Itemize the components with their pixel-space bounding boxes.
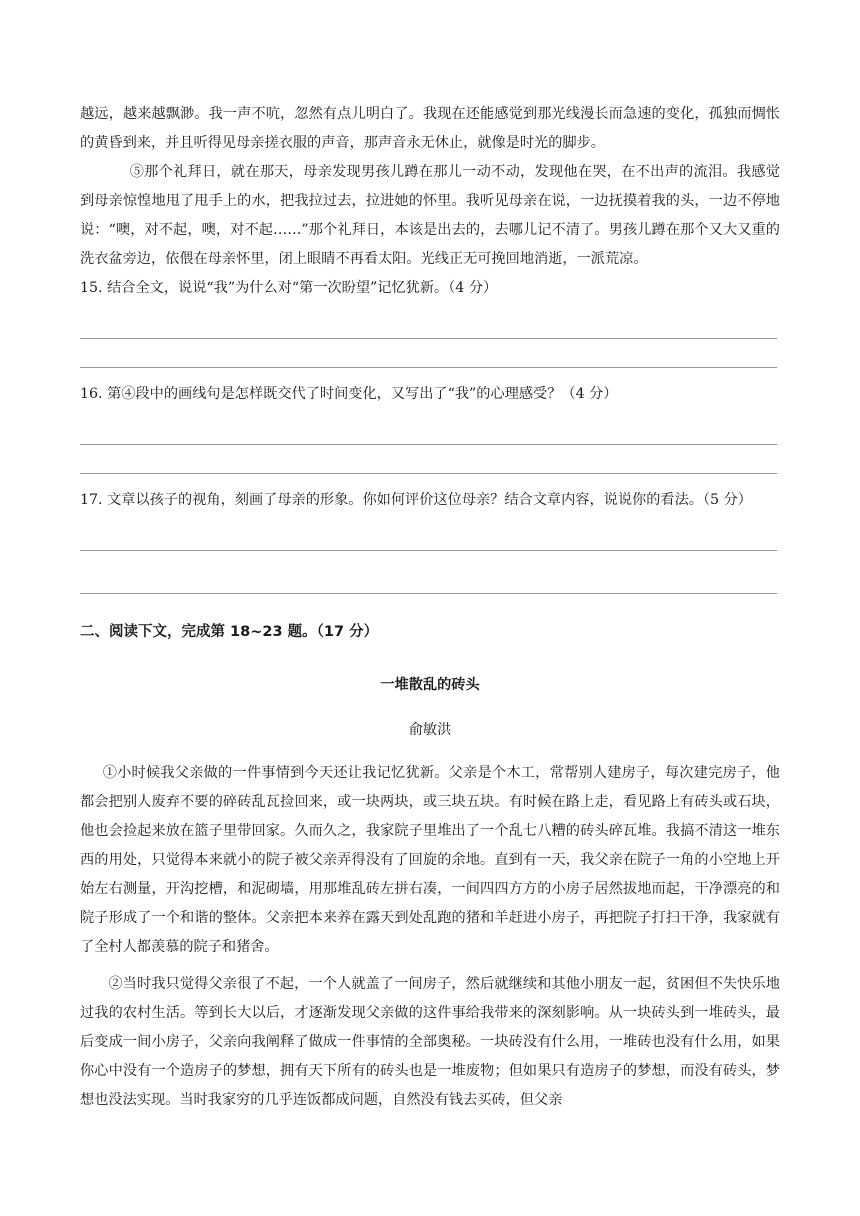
- article-paragraph-2: ②当时我只觉得父亲很了不起，一个人就盖了一间房子，然后就继续和其他小朋友一起，贫困但不失快乐地过我的农村生活。等到长大以后，才逐渐发现父亲做的这件事给我带来的深刻影响。从一块砖头到一堆砖头，最后变成一间小房子，父亲向我阐释了做成一件事情的全部奥秘。一块砖没有什么用，一堆砖也没有什么用，如果你心中没有一个造房子的梦想，拥有天下所有的砖头也是一堆废物；但如果只有造房子的梦想，而没有砖头，梦想也没法实现。当时我家穷的几乎连饭都成问题，自然没有钱去买砖，但父亲: [80, 976, 780, 1108]
- document-page: [80, 100, 780, 1115]
- passage-paragraph-4-end: 越远，越来越飘渺。我一声不吭，忽然有点儿明白了。我现在还能感觉到那光线漫长而急速的变化，孤独而惆怅的黄昏到来，并且听得见母亲搓衣服的声音，那声音永无休止，就像是时光的脚步。: [80, 106, 780, 151]
- article-author: 俞敏洪: [408, 722, 452, 738]
- question-16: 16. 第④段中的画线句是怎样既交代了时间变化，又写出了“我”的心理感受？（4 分）: [80, 386, 618, 402]
- passage-paragraph-5: ⑤那个礼拜日，就在那天，母亲发现男孩儿蹲在那儿一动不动，发现他在哭，在不出声的流泪。我感觉到母亲惊惶地甩了甩手上的水，把我拉过去，拉进她的怀里。我听见母亲在说，一边抚摸着我的头，一边不停地说：“噢，对不起，噢，对不起……”那个礼拜日，本该是出去的，去哪儿记不清了。男孩儿蹲在那个又大又重的洗衣盆旁边，依偎在母亲怀里，闭上眼睛不再看太阳。光线正无可挽回地消逝，一派荒凉。: [80, 164, 780, 267]
- section-heading: 二、阅读下文，完成第 18~23 题。（17 分）: [80, 624, 379, 640]
- article-paragraph-1: ①小时候我父亲做的一件事情到今天还让我记忆犹新。父亲是个木工，常帮别人建房子，每次建完房子，他都会把别人废弃不要的碎砖乱瓦捡回来，或一块两块，或三块五块。有时候在路上走，看见路上有砖头或石块，他也会捡起来放在篮子里带回家。久而久之，我家院子里堆出了一个乱七八糟的砖头碎瓦堆。我搞不清这一堆东西的用处，只觉得本来就小的院子被父亲弄得没有了回旋的余地。直到有一天，我父亲在院子一角的小空地上开始左右测量，开沟挖槽，和泥砌墙，用那堆乱砖左拼右凑，一间四四方方的小房子居然拔地而起，干净漂亮的和院子形成了一个和谐的整体。父亲把本来养在露天到处乱跑的猪和羊赶进小房子，再把院子打扫干净，我家就有了全村人都羡慕的院子和猪舍。: [80, 765, 780, 955]
- question-15: 15. 结合全文，说说“我”为什么对“第一次盼望”记忆犹新。（4 分）: [80, 280, 498, 296]
- article-title: 一堆散乱的砖头: [380, 677, 480, 693]
- question-17: 17. 文章以孩子的视角，刻画了母亲的形象。你如何评价这位母亲？结合文章内容，说说你的看法。（5 分）: [80, 492, 752, 508]
